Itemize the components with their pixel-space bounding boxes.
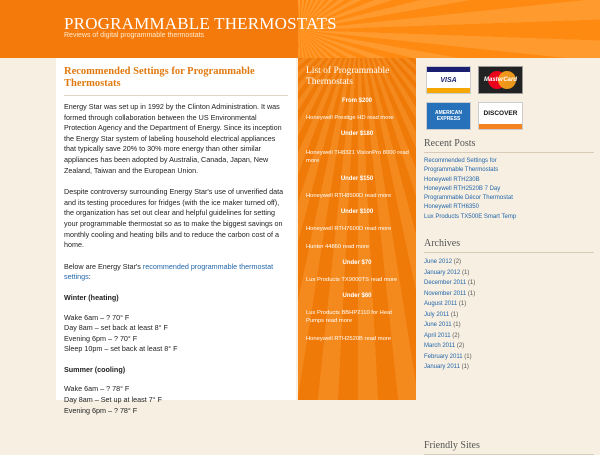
recent-post-link[interactable]: Honeywell RTH6350: [424, 204, 479, 211]
thermostat-link[interactable]: Honeywell RTH7600D read more: [306, 226, 392, 232]
setting-line: Sleep 10pm – set back at least 8° F: [64, 344, 178, 354]
winter-heading: Winter (heating): [64, 292, 119, 302]
amex-card-icon: [426, 102, 471, 130]
archive-count: (1): [467, 290, 476, 297]
setting-line: Wake 6am – ? 78° F: [64, 384, 130, 394]
archive-item: [424, 299, 594, 310]
thermostat-link[interactable]: Honeywell RTH2520B read more: [306, 336, 391, 342]
discover-card-icon: [478, 102, 523, 130]
price-group: From $200: [341, 98, 372, 104]
setting-line: Evening 6pm – ? 70° F: [64, 333, 138, 343]
mastercard-label: MasterCard: [483, 77, 517, 83]
price-group: Under $180: [340, 131, 374, 137]
setting-line: Day 8am – Set up at least 7° F: [64, 395, 162, 405]
setting-line: Evening 6pm – ? 78° F: [64, 405, 138, 415]
archive-count: (1): [450, 311, 459, 318]
archive-link[interactable]: August 2011: [424, 301, 458, 307]
thermostat-link[interactable]: Lux Products TX9000TS read more: [306, 277, 398, 283]
archive-link[interactable]: December 2011: [424, 280, 467, 286]
archive-count: (1): [453, 322, 461, 328]
post-paragraph: [64, 262, 288, 283]
post-paragraph: Despite controversy surrounding Energy Star's use of unverified data and its testing procedures for fridges (with the ice maker turned off), the organization has set out clear and helpful guidelines for setting your programmable thermostat so as to make the biggest savings on monthly cooling and heating bills and to reduce the carbon cost of a home.: [64, 187, 284, 250]
friendly-sites-heading: Friendly Sites: [424, 440, 594, 455]
amex-label: AMERICAN EXPRESS: [435, 110, 462, 122]
thermostat-link[interactable]: Honeywell RTH8500D read more: [306, 193, 392, 199]
recent-post-link[interactable]: Honeywell RTH230B: [424, 176, 480, 183]
archives-list: [424, 257, 594, 373]
thermostat-link[interactable]: Lux Products BBHP2110 for Heat Pumps read more: [306, 310, 392, 324]
archive-item: [424, 352, 594, 363]
recent-post-link[interactable]: Lux Products TX500E Smart Temp: [424, 213, 517, 220]
archive-count: (1): [464, 353, 472, 360]
archive-item: [424, 362, 594, 373]
setting-line: Wake 6am – ? 70° F: [64, 312, 130, 322]
archive-item: [424, 320, 594, 331]
price-group: Under $100: [340, 209, 374, 215]
archive-count: (1): [461, 364, 469, 370]
archive-item: [424, 257, 594, 268]
archive-count: (2): [456, 343, 465, 349]
price-group: Under $150: [340, 176, 374, 182]
archive-link[interactable]: March 2011: [424, 343, 456, 349]
summer-heading: Summer (cooling): [64, 364, 126, 374]
archive-count: (1): [462, 269, 470, 276]
mastercard-icon: [478, 66, 523, 94]
thermostat-list-heading: List of Programmable Thermostats: [306, 66, 390, 87]
archive-link[interactable]: June 2011: [424, 322, 452, 328]
archive-count: (2): [453, 259, 462, 265]
post-body: [64, 102, 288, 416]
archive-item: [424, 268, 594, 279]
thermostat-link[interactable]: Honeywell TH8321 VisionPro 8000 read more: [306, 150, 409, 164]
recent-posts-widget: [424, 138, 594, 222]
payment-cards: [426, 66, 526, 134]
archive-count: (1): [467, 280, 476, 286]
site-header: [0, 0, 600, 58]
archive-link[interactable]: January 2011: [424, 364, 460, 370]
summer-settings: [64, 384, 288, 416]
recent-post-link[interactable]: Recommended Settings for: [424, 158, 497, 164]
thermostat-list-column: [298, 58, 416, 400]
visa-label: VISA: [427, 67, 470, 93]
archive-item: [424, 310, 594, 321]
discover-label: DISCOVER: [479, 103, 522, 129]
post-paragraph: Energy Star was set up in 1992 by the Clinton Administration. It was formed through collaboration between the US Environmental Protection Agency and the Department of Energy. Since its inception the Energy Star system of labeling household electrical appliances that typically save 20% to 30% more energy than other similar appliances has been adopted by Australia, Canada, Japan, New Zealand, Taiwan and the European Union.: [64, 102, 282, 175]
post-text: :: [88, 272, 91, 282]
archive-link[interactable]: April 2011: [424, 332, 451, 339]
setting-line: Day 8am – set back at least 8° F: [64, 323, 168, 333]
recent-post-link[interactable]: Programmable Décor Thermostat: [424, 195, 513, 202]
site-title[interactable]: PROGRAMMABLE THERMOSTATS: [64, 14, 337, 33]
archives-heading: Archives: [424, 238, 594, 253]
archive-item: [424, 289, 594, 300]
recommended-settings-link[interactable]: recommended programmable thermostat settings: [64, 261, 274, 282]
winter-settings: [64, 313, 288, 355]
archive-link[interactable]: November 2011: [424, 290, 467, 297]
thermostat-link[interactable]: Hunter 44860 read more: [306, 244, 370, 250]
recent-posts-heading: Recent Posts: [424, 138, 594, 153]
archive-item: [424, 278, 594, 289]
sidebar: [418, 58, 600, 451]
price-group: Under $70: [342, 260, 372, 266]
post-text: Below are Energy Star's: [64, 261, 143, 271]
archive-count: (2): [452, 332, 460, 339]
visa-card-icon: [426, 66, 471, 94]
recent-post-link[interactable]: Honeywell RTH2520B 7 Day: [424, 185, 501, 192]
price-group: Under $60: [342, 293, 372, 299]
main-content: [56, 58, 296, 415]
archive-link[interactable]: January 2012: [424, 269, 461, 276]
archive-count: (1): [458, 301, 467, 307]
site-tagline: Reviews of digital programmable thermostats: [64, 32, 205, 39]
archives-widget: [424, 238, 594, 373]
archive-item: [424, 331, 594, 342]
archive-link[interactable]: June 2012: [424, 259, 453, 265]
archive-link[interactable]: February 2011: [424, 353, 463, 360]
recent-post-link[interactable]: Programmable Thermostats: [424, 167, 499, 174]
archive-link[interactable]: July 2011: [424, 311, 450, 318]
recent-posts-list: [424, 157, 594, 222]
post-title[interactable]: Recommended Settings for Programmable Thermostats: [64, 66, 288, 96]
friendly-sites-widget: [424, 440, 594, 455]
thermostat-list: [298, 94, 416, 348]
archive-item: [424, 341, 594, 352]
thermostat-link[interactable]: Honeywell Prestige HD read more: [306, 115, 394, 121]
